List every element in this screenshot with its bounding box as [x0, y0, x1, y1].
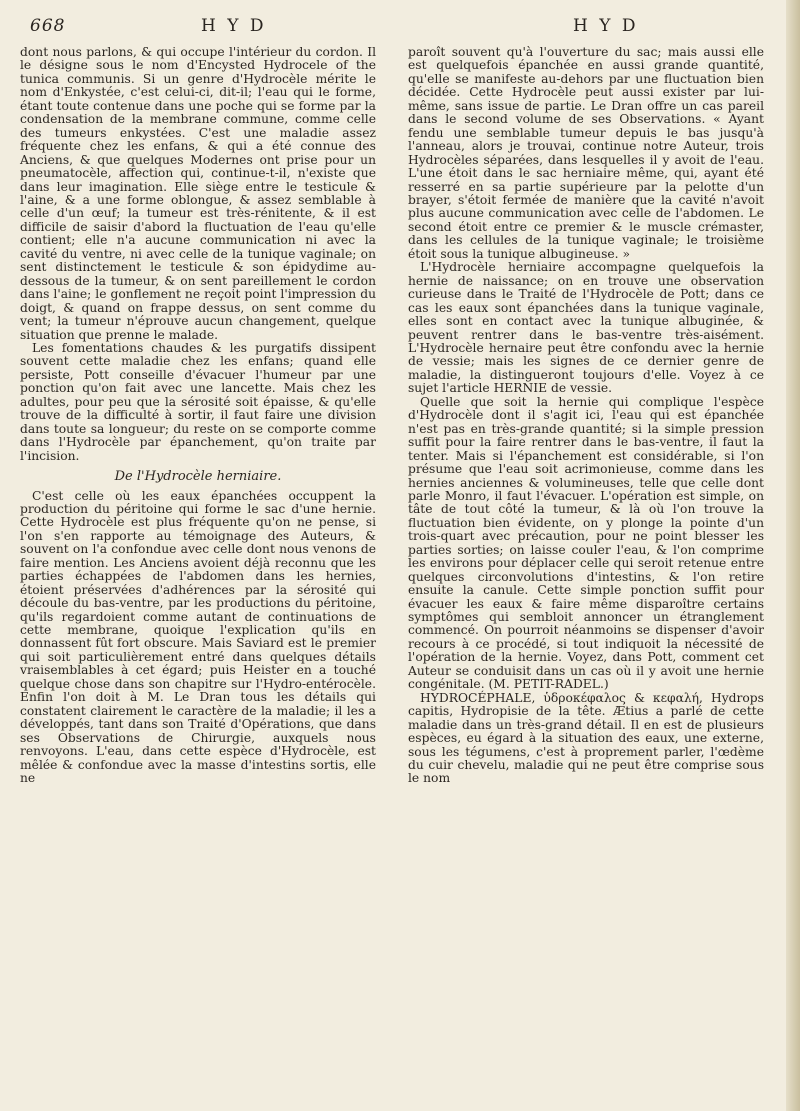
section-heading: De l'Hydrocèle herniaire.	[114, 469, 282, 485]
page-number: 668	[30, 16, 66, 36]
running-head-left: H Y D	[201, 16, 267, 36]
paragraph: L'Hydrocèle herniaire accompagne quelquefois la hernie de naissance; on en trouve une observation curieuse dans le Traité de l'Hydrocèle de Pott; dans ce cas les eaux sont épanchées dans la tunique vaginale, elles sont en contact avec la tunique albuginée, & peuvent rentrer dans le bas-ventre très-aisément. L'Hydrocèle hernaire peut être confondu avec la hernie de vessie; mais les signes de ce dernier genre de maladie, la distingueront toujours d'elle. Voyez à ce sujet l'article HERNIE de vessie.	[408, 260, 764, 396]
paragraph: Quelle que soit la hernie qui complique l'espèce d'Hydrocèle dont il s'agit ici, l'eau qui est épanchée n'est pas en très-grande quantité; si la simple pression suffit pour la faire rentrer dans le bas-ventre, il faut la tenter. Mais si l'épanchement est considérable, si l'on présume que l'eau soit acrimonieuse, comme dans les hernies anciennes & volumineuses, telle que celle dont parle Monro, il faut l'évacuer. L'opération est simple, on tâte de tout côté la tumeur, & là où l'on trouve la fluctuation bien évidente, on y plonge la pointe d'un trois-quart avec précaution, pour ne point blesser les parties sorties; on laisse couler l'eau, & l'on comprime les environs pour déplacer celle qui seroit retenue entre quelques circonvolutions d'intestins, & l'on retire ensuite la canule. Cette simple ponction suffit pour évacuer les eaux & faire même disparoître certains symptômes qui sembloit annoncer un étranglement commencé. On pourroit néanmoins se dispenser d'avoir recours à ce procédé, si tout indiquoit la nécessité de l'opération de la hernie. Voyez, dans Pott, comment cet Auteur se conduisit dans un cas où il y avoit une hernie congénitale. (M. PETIT-RADEL.)	[408, 394, 764, 692]
right-column	[408, 46, 764, 786]
paragraph: Les fomentations chaudes & les purgatifs dissipent souvent cette maladie chez les enfans; quand elle persiste, Pott conseille d'évacuer l'humeur par une ponction qu'on fait avec une lancette. Mais chez les adultes, pour peu que la sérosité soit épaisse, & qu'elle trouve de la difficulté à sortir, il faut faire une division dans toute sa longueur; du reste on se comporte comme dans l'Hydrocèle par épanchement, qu'on traite par l'incision.	[20, 340, 376, 463]
running-head-right: H Y D	[573, 16, 639, 36]
paragraph: paroît souvent qu'à l'ouverture du sac; mais aussi elle est quelquefois épanchée en aussi grande quantité, qu'elle se manifeste au-dehors par une fluctuation bien décidée. Cette Hydrocèle peut aussi exister par lui-même, sans issue de partie. Le Dran offre un cas pareil dans le second volume de ses Observations. « Ayant fendu une semblable tumeur depuis le bas jusqu'à l'anneau, alors je trouvai, continue notre Auteur, trois Hydrocèles séparées, dans lesquelles il y avoit de l'eau. L'une étoit dans le sac herniaire même, qui, ayant été resserré en sa partie supérieure par la pelotte d'un brayer, s'étoit fermée de manière que la cavité n'avoit plus aucune communication avec celle de l'abdomen. Le second étoit entre ce premier & le muscle crémaster, dans les cellules de la tunique vaginale; le troisième étoit sous la tunique albugineuse. »	[408, 45, 764, 261]
paragraph: C'est celle où les eaux épanchées occuppent la production du péritoine qui forme le sac d'une hernie. Cette Hydrocèle est plus fréquente qu'on ne pense, si l'on s'en rapporte au témoignage des Auteurs, & souvent on l'a confondue avec celle dont nous venons de faire mention. Les Anciens avoient déjà reconnu que les parties échappées de l'abdomen dans les hernies, étoient préservées d'adhérences par la sérosité qui découle du bas-ventre, par les productions du péritoine, qu'ils regardoient comme autant de continuations de cette membrane, quoique l'explication qu'ils en donnassent fût fort obscure. Mais Saviard est le premier qui soit particulièrement entré dans quelques détails vraisemblables à cet égard; puis Heister en a touché quelque chose dans son chapitre sur l'Hydro-entérocèle. Enfin l'on doit à M. Le Dran tous les détails qui constatent clairement le caractère de la maladie; il les a développés, tant dans son Traité d'Opérations, que dans ses Observations de Chirurgie, auxquels nous renvoyons. L'eau, dans cette espèce d'Hydrocèle, est mêlée & confondue avec la masse d'intestins sortis, elle ne	[20, 488, 376, 786]
paragraph: HYDROCÉPHALE, ὑδροκέφαλος & κεφαλή, Hydrops capitis, Hydropisie de la tête. Ætius a parlé de cette maladie dans un très-grand détail. Il en est de plusieurs espèces, eu égard à la situation des eaux, une externe, sous les tégumens, c'est à proprement parler, l'œdème du cuir chevelu, maladie qui ne peut être comprise sous le nom	[408, 690, 764, 786]
paragraph: dont nous parlons, & qui occupe l'intérieur du cordon. Il le désigne sous le nom d'Encysted Hydrocele of the tunica communis. Si un genre d'Hydrocèle mérite le nom d'Enkystée, c'est celui-ci, dit-il; l'eau qui le forme, étant toute contenue dans une poche qui se forme par la condensation de la membrane commune, comme celle des tumeurs enkystées. C'est une maladie assez fréquente chez les enfans, & qui a été connue des Anciens, & que quelques Modernes ont prise pour un pneumatocèle, affection qui, continue-t-il, n'existe que dans leur imagination. Elle siège entre le testicule & l'aine, & a une forme oblongue, & assez semblable à celle d'un œuf; la tumeur est très-rénitente, & il est difficile de saisir d'abord la fluctuation de l'eau qu'elle contient; elle n'a aucune communication ni avec la cavité du ventre, ni avec celle de la tunique vaginale; on sent distinctement le testicule & son épidydime au-dessous de la tumeur, & on sent pareillement le cordon dans l'aine; le gonflement ne reçoit point l'impression du doigt, & quand on frappe dessus, on sent comme du vent; la tumeur n'éprouve aucun changement, quelque situation que prenne le malade.	[20, 45, 376, 342]
left-column	[20, 46, 376, 785]
page-edge	[786, 0, 800, 1111]
